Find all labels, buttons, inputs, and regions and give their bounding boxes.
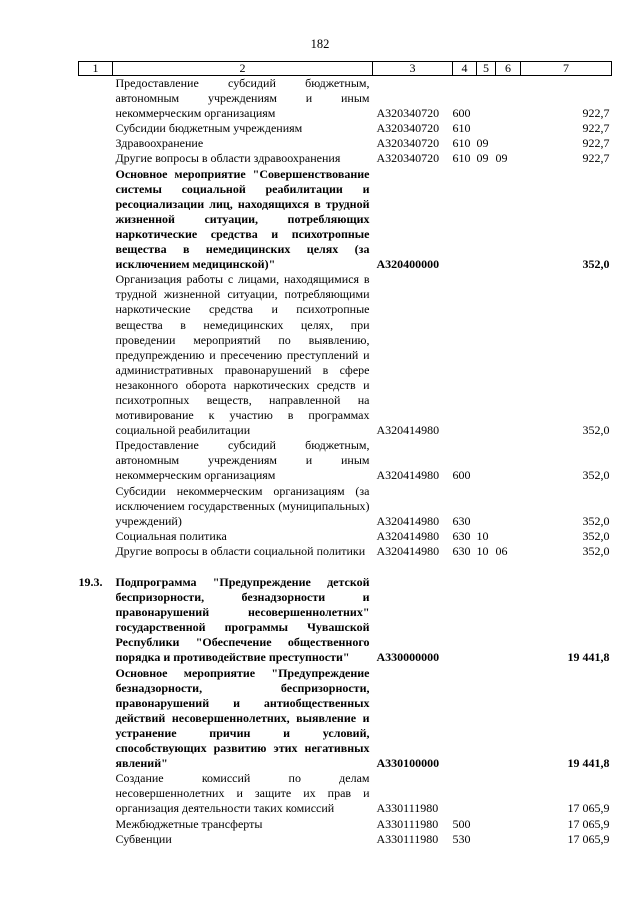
header-col-3: 3	[373, 62, 453, 76]
row-expense-type: 600	[452, 468, 471, 483]
row-section	[477, 76, 496, 122]
row-name: Основное мероприятие "Предупреждение безнадзорности, беспризорности, правонарушений и антиобщественных действий несовершеннолетних, выявление и устранение причин и условий, способствующих развитию этих негативных явлений"	[115, 665, 370, 771]
row-subsection	[496, 771, 521, 816]
row-subsection	[496, 121, 521, 136]
row-target-code: А330000000	[376, 650, 440, 665]
row-section	[477, 484, 496, 529]
row-subsection	[496, 167, 521, 273]
row-spacer	[79, 559, 612, 575]
row-expense-type: 630	[452, 543, 471, 558]
row-amount: 17 065,9	[567, 816, 610, 831]
row-expense-type	[453, 272, 477, 438]
row-section	[477, 121, 496, 136]
table-row	[79, 529, 612, 544]
row-subsection: 09	[495, 151, 508, 166]
row-amount: 352,0	[582, 543, 610, 558]
row-target-code: А320400000	[376, 257, 440, 272]
row-target-code: А320414980	[376, 513, 440, 528]
row-name: Межбюджетные трансферты	[115, 816, 263, 831]
row-name: Подпрограмма "Предупреждение детской беспризорности, безнадзорности и правонарушений несовершеннолетних" государственной программы Чувашской Республики "Обеспечение общественного порядка и противодействие преступности"	[115, 575, 370, 665]
row-subsection	[496, 272, 521, 438]
row-subsection	[496, 76, 521, 122]
row-expense-type: 600	[452, 106, 471, 121]
row-section: 10	[476, 528, 489, 543]
row-target-code: А320414980	[376, 468, 440, 483]
row-index	[79, 151, 113, 166]
row-expense-type	[453, 575, 477, 666]
row-index	[79, 438, 113, 483]
row-amount: 19 441,8	[567, 756, 610, 771]
row-section	[477, 167, 496, 273]
row-subsection	[496, 484, 521, 529]
row-name: Субсидии бюджетным учреждениям	[115, 121, 303, 136]
row-amount: 922,7	[582, 106, 610, 121]
row-target-code: А320340720	[376, 121, 440, 136]
row-section	[477, 575, 496, 666]
table-body	[79, 76, 612, 847]
row-index: 19.3.	[78, 575, 103, 589]
table-row	[79, 817, 612, 832]
row-section	[477, 832, 496, 847]
row-target-code: А330111980	[376, 816, 439, 831]
row-index	[79, 272, 113, 438]
row-index	[79, 136, 113, 151]
row-expense-type	[453, 167, 477, 273]
row-name: Создание комиссий по делам несовершеннолетних и защите их прав и организация деятельности таких комиссий	[115, 771, 370, 816]
row-index	[79, 76, 113, 122]
row-expense-type: 500	[452, 816, 471, 831]
header-row	[79, 62, 612, 76]
table-row	[79, 771, 612, 816]
row-name: Организация работы с лицами, находящимися в трудной жизненной ситуации, потребляющими наркотические средства и психотропные вещества в немедицинских целях, при проведении мероприятий по выявлению, предупреждению и пресечению преступлений и административных правонарушений в сфере незаконного оборота наркотических средств и психотропных веществ, направленной на мотивирование к участию в программах социальной реабилитации	[115, 272, 370, 438]
header-col-1: 1	[79, 62, 113, 76]
row-subsection	[496, 666, 521, 772]
row-section	[477, 666, 496, 772]
row-subsection	[496, 832, 521, 847]
table-row	[79, 272, 612, 438]
row-index	[79, 832, 113, 847]
row-target-code: А320414980	[376, 543, 440, 558]
row-section: 09	[476, 151, 489, 166]
row-target-code: А330100000	[376, 756, 440, 771]
row-amount: 922,7	[582, 136, 610, 151]
row-expense-type: 610	[452, 151, 471, 166]
row-expense-type: 630	[452, 528, 471, 543]
row-amount: 352,0	[582, 257, 610, 272]
table-row	[79, 666, 612, 772]
row-name: Предоставление субсидий бюджетным, автономным учреждениям и иным некоммерческим организациям	[115, 76, 370, 121]
row-amount: 352,0	[582, 513, 610, 528]
row-section	[477, 272, 496, 438]
row-name: Другие вопросы в области социальной политики	[115, 543, 366, 558]
table-row	[79, 484, 612, 529]
row-amount: 352,0	[582, 528, 610, 543]
row-subsection	[496, 817, 521, 832]
row-target-code: А320340720	[376, 151, 440, 166]
row-expense-type	[453, 771, 477, 816]
row-index	[79, 121, 113, 136]
row-amount: 19 441,8	[567, 650, 610, 665]
row-section	[477, 438, 496, 483]
header-col-5: 5	[477, 62, 496, 76]
row-index	[79, 544, 113, 559]
row-expense-type: 610	[452, 136, 471, 151]
row-amount: 352,0	[582, 468, 610, 483]
header-col-2: 2	[113, 62, 373, 76]
row-section	[477, 771, 496, 816]
table-row	[79, 544, 612, 559]
row-amount: 352,0	[582, 423, 610, 438]
row-subsection	[496, 438, 521, 483]
table-row	[79, 136, 612, 151]
row-name: Субсидии некоммерческим организациям (за исключением государственных (муниципальных) учреждений)	[115, 483, 370, 528]
row-target-code: А330111980	[376, 801, 439, 816]
row-name: Предоставление субсидий бюджетным, автономным учреждениям и иным некоммерческим организациям	[115, 438, 370, 483]
row-target-code: А320414980	[376, 528, 440, 543]
row-index	[79, 771, 113, 816]
table-row	[79, 151, 612, 166]
row-name: Здравоохранение	[115, 136, 204, 151]
row-amount: 922,7	[582, 121, 610, 136]
row-expense-type: 610	[452, 121, 471, 136]
row-target-code: А320414980	[376, 423, 440, 438]
budget-table	[78, 61, 612, 847]
row-name: Другие вопросы в области здравоохранения	[115, 151, 341, 166]
row-target-code: А330111980	[376, 831, 439, 846]
row-name: Субвенции	[115, 831, 172, 846]
header-col-6: 6	[496, 62, 521, 76]
row-target-code: А320340720	[376, 106, 440, 121]
row-index	[79, 484, 113, 529]
table-row	[79, 575, 612, 666]
row-index	[79, 529, 113, 544]
row-name: Социальная политика	[115, 528, 227, 543]
header-col-7: 7	[521, 62, 612, 76]
row-index	[79, 167, 113, 273]
row-section: 10	[476, 543, 489, 558]
row-section: 09	[476, 136, 489, 151]
row-index	[79, 817, 113, 832]
table-row	[79, 832, 612, 847]
header-col-4: 4	[453, 62, 477, 76]
row-index	[79, 666, 113, 772]
row-section	[477, 817, 496, 832]
row-amount: 922,7	[582, 151, 610, 166]
row-name: Основное мероприятие "Совершенствование системы социальной реабилитации и ресоциализации лиц, находящихся в трудной жизненной ситуации, потребляющих наркотические средства и психотропные вещества в немедицинских целях (за исключением медицинской)"	[115, 166, 370, 272]
row-subsection: 06	[495, 543, 508, 558]
row-subsection	[496, 529, 521, 544]
table-row	[79, 76, 612, 122]
row-expense-type: 530	[452, 831, 471, 846]
row-amount: 17 065,9	[567, 801, 610, 816]
row-amount: 17 065,9	[567, 831, 610, 846]
table-row	[79, 121, 612, 136]
row-subsection	[496, 136, 521, 151]
row-expense-type	[453, 666, 477, 772]
page-number: 182	[310, 37, 330, 51]
table-row	[79, 438, 612, 483]
row-subsection	[496, 575, 521, 666]
row-target-code: А320340720	[376, 136, 440, 151]
table-row	[79, 167, 612, 273]
row-expense-type: 630	[452, 513, 471, 528]
